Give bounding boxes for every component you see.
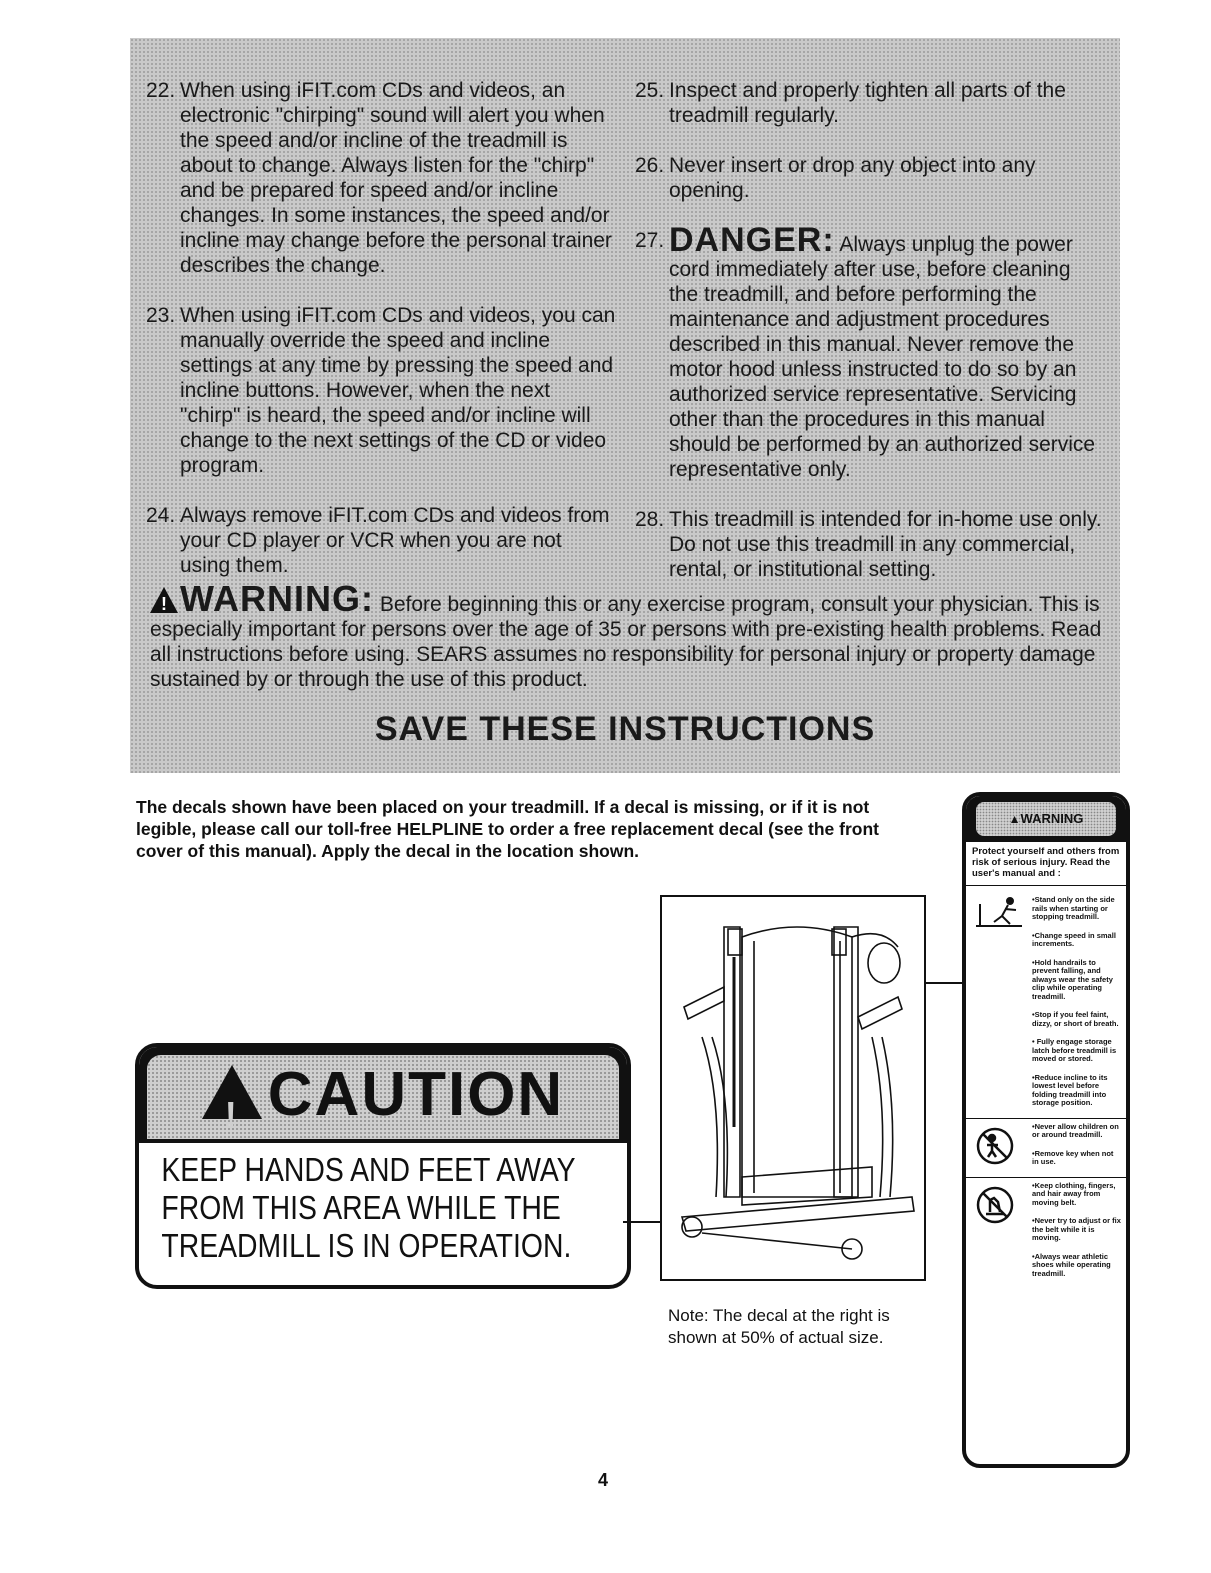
instruction-number: 25. bbox=[635, 79, 665, 102]
caution-line: FROM THIS AREA WHILE THE bbox=[161, 1189, 561, 1226]
save-instructions-heading: SAVE THESE INSTRUCTIONS bbox=[374, 710, 876, 748]
treadmill-drawing bbox=[662, 897, 924, 1279]
warning-decal-label: WARNING bbox=[1020, 811, 1084, 826]
instruction-number: 27. bbox=[635, 229, 665, 252]
caution-line: KEEP HANDS AND FEET AWAY bbox=[161, 1151, 576, 1188]
page-number: 4 bbox=[598, 1470, 609, 1490]
warning-decal-intro: Protect yourself and others from risk of serious injury. Read the user's manual and : bbox=[966, 842, 1126, 886]
danger-label: DANGER: bbox=[669, 221, 835, 259]
warning-decal-header: ▲WARNING bbox=[966, 796, 1126, 842]
warning-text: Before beginning this or any exercise program, consult your physician. This is especially important for persons over the age of 35 or persons with pre-existing health problems. Read all instructions before using. SEARS assumes no responsibility for personal injury or property damage sustained by or through the use of this product. bbox=[150, 593, 1102, 691]
caution-line: TREADMILL IS IN OPERATION. bbox=[161, 1227, 572, 1264]
warning-decal-group bbox=[966, 1123, 1126, 1167]
warning-decal-item: •Never allow children on or around treadmill. bbox=[1032, 1121, 1119, 1139]
instruction-number: 24. bbox=[146, 504, 176, 527]
warning-decal-item: •Remove key when not in use. bbox=[1032, 1148, 1114, 1166]
warning-decal-item: • Fully engage storage latch before treadmill is moved or stored. bbox=[1032, 1037, 1117, 1063]
warning-decal-item: •Always wear athletic shoes while operating treadmill. bbox=[1032, 1251, 1111, 1278]
warning-decal-group bbox=[966, 886, 1126, 1108]
warning-decal bbox=[962, 792, 1130, 1468]
warning-decal-item: •Change speed in small increments. bbox=[1032, 930, 1116, 948]
instruction-number: 23. bbox=[146, 304, 176, 327]
caution-label: CAUTION bbox=[267, 1060, 565, 1129]
warning-decal-item: •Hold handrails to prevent falling, and always wear the safety clip while operating treadmill. bbox=[1032, 957, 1113, 1001]
decal-intro-paragraph: The decals shown have been placed on your treadmill. If a decal is missing, or if it is not legible, please call our toll-free HELPLINE to order a free replacement decal (see the front cover of this manual). Apply the decal in the location shown. bbox=[136, 797, 879, 861]
warning-decal-item: •Stop if you feel faint, dizzy, or short of breath. bbox=[1032, 1010, 1119, 1028]
instruction-text: Never insert or drop any object into any opening. bbox=[669, 154, 1036, 202]
person-on-treadmill-icon bbox=[974, 896, 1024, 930]
instruction-number: 26. bbox=[635, 154, 665, 177]
instruction-text: Always remove iFIT.com CDs and videos from your CD player or VCR when you are not using them. bbox=[180, 504, 610, 577]
instruction-number: 22. bbox=[146, 79, 176, 102]
warning-decal-item: •Keep clothing, fingers, and hair away from moving belt. bbox=[1032, 1180, 1116, 1207]
no-children-icon bbox=[974, 1125, 1016, 1167]
instruction-text: Inspect and properly tighten all parts of the treadmill regularly. bbox=[669, 79, 1066, 127]
instruction-number: 28. bbox=[635, 508, 665, 531]
warning-decal-group bbox=[966, 1182, 1126, 1279]
instruction-text: When using iFIT.com CDs and videos, you can manually override the speed and incline settings at any time by pressing the speed and incline buttons. However, when the next "chirp" is heard, the speed and/or incline will change to the next settings of the CD or video program. bbox=[180, 304, 616, 477]
warning-decal-item: •Stand only on the side rails when starting or stopping treadmill. bbox=[1032, 895, 1115, 921]
no-hands-near-belt-icon bbox=[974, 1184, 1016, 1226]
instruction-text: When using iFIT.com CDs and videos, an electronic "chirping" sound will alert you when the speed and/or incline of the treadmill is about to change. Always listen for the "chirp" and be prepared for speed and/or incline changes. In some instances, the speed and/or incline may change before the personal trainer describes the change. bbox=[180, 79, 612, 277]
instruction-text: This treadmill is intended for in-home use only. Do not use this treadmill in any commercial, rental, or institutional setting. bbox=[669, 508, 1102, 581]
treadmill-illustration bbox=[660, 895, 926, 1281]
instruction-text: Always unplug the power cord immediately after use, before cleaning the treadmill, and before performing the maintenance and adjustment procedures described in this manual. Never remove the motor hood unless instructed to do so by an authorized service representative. Servicing other than the procedures in this manual should be performed by an authorized service representative only. bbox=[669, 233, 1096, 481]
warning-label: WARNING: bbox=[180, 578, 374, 619]
warning-decal-item: •Reduce incline to its lowest level before folding treadmill into storage position. bbox=[1032, 1072, 1108, 1107]
decal-size-note: Note: The decal at the right is shown at 50% of actual size. bbox=[668, 1306, 890, 1347]
warning-decal-item: •Never try to adjust or fix the belt while it is moving. bbox=[1032, 1216, 1121, 1242]
